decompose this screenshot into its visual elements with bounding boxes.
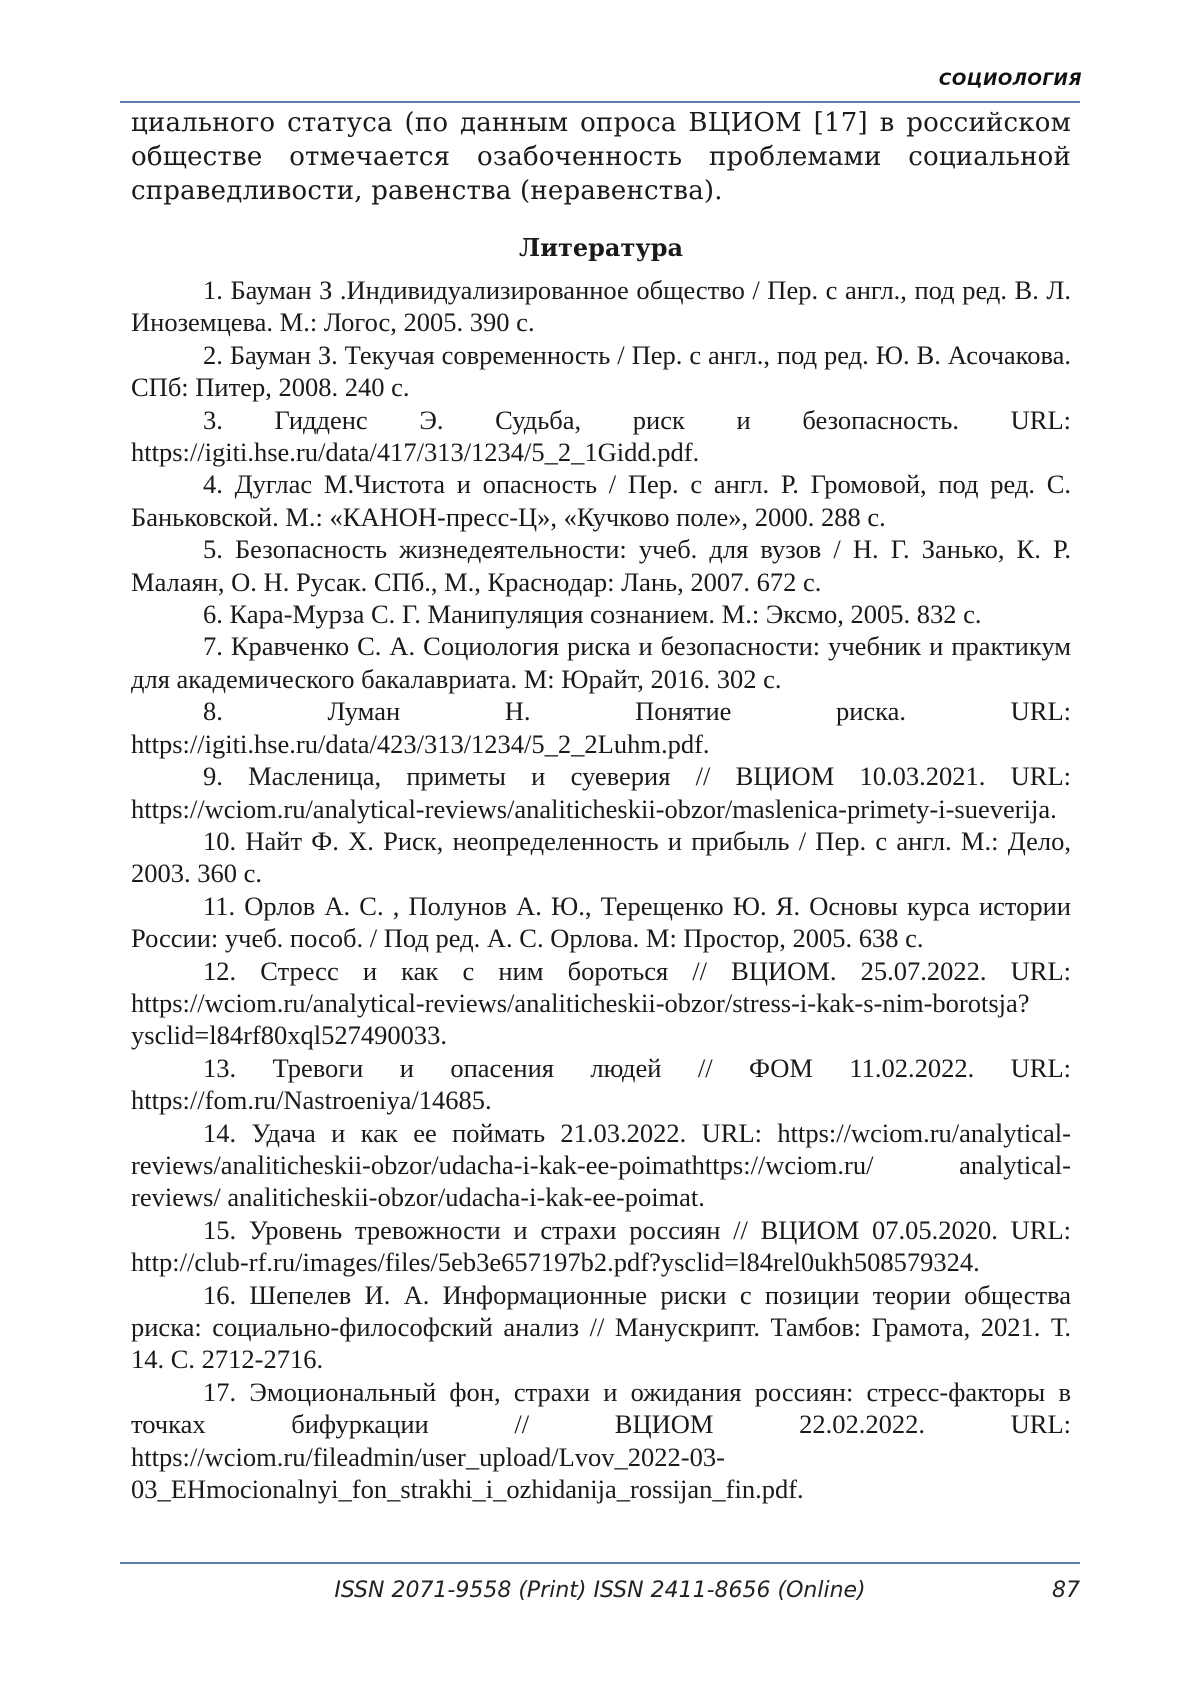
reference-item: 6. Кара-Мурза С. Г. Манипуляция сознанием. М.: Эксмо, 2005. 832 с. [203, 599, 982, 630]
reference-item: 9. Масленица, приметы и суеверия // ВЦИОМ 10.03.2021. URL: https://wciom.ru/analytical-reviews/analiticheskii-obzor/maslenica-primety-i-sueverija. [131, 761, 1071, 824]
reference-item: 13. Тревоги и опасения людей // ФОМ 11.02.2022. URL: https://fom.ru/Nastroeniya/14685. [131, 1052, 1071, 1116]
reference-item: 14. Удача и как ее поймать 21.03.2022. URL: https://wciom.ru/analytical-reviews/analiticheskii-obzor/udacha-i-kak-ee-poimathttps://wciom.ru/ analytical-reviews/ analiticheskii-obzor/udacha-i-kak-ee-poimat. [131, 1117, 1071, 1213]
page-number: 87 [1052, 1578, 1080, 1603]
footer-issn: ISSN 2071-9558 (Print) ISSN 2411-8656 (Online) [334, 1578, 866, 1603]
reference-list [131, 274, 1071, 1505]
reference-item: 17. Эмоциональный фон, страхи и ожидания россиян: стресс-факторы в точках бифуркации // ВЦИОМ 22.02.2022. URL: https://wciom.ru/fileadmin/user_upload/Lvov_2022-03-03_EHmocionalnyi_fon_strakhi_i_ozhidanija_rossijan_fin.pdf. [131, 1376, 1071, 1505]
header-divider [120, 101, 1080, 103]
footer-divider [120, 1562, 1080, 1564]
intro-paragraph: циального статуса (по данным опроса ВЦИОМ [17] в российском обществе отмечается озабоченность проблемами социальной справедливости, равенства (неравенства). [131, 108, 1071, 206]
reference-item: 3. Гидденс Э. Судьба, риск и безопасность. URL: https://igiti.hse.ru/data/417/313/1234/5_2_1Gidd.pdf. [131, 404, 1071, 468]
reference-item: 5. Безопасность жизнедеятельности: учеб. для вузов / Н. Г. Занько, К. Р. Малаян, О. Н. Русак. СПб., М., Краснодар: Лань, 2007. 672 с. [131, 534, 1071, 597]
reference-item: 1. Бауман З .Индивидуализированное общество / Пер. с англ., под ред. В. Л. Иноземцева. М.: Логос, 2005. 390 с. [131, 275, 1071, 338]
reference-item: 16. Шепелев И. А. Информационные риски с позиции теории общества риска: социально-философский анализ // Манускрипт. Тамбов: Грамота, 2021. Т. 14. С. 2712-2716. [131, 1279, 1071, 1375]
reference-item: 12. Стресс и как с ним бороться // ВЦИОМ. 25.07.2022. URL: https://wciom.ru/analytical-reviews/analiticheskii-obzor/stress-i-kak-s-nim-borotsja?ysclid=l84rf80xql527490033. [131, 955, 1071, 1051]
running-header-section: СОЦИОЛОГИЯ [938, 70, 1082, 90]
literature-heading: Литература [518, 233, 684, 262]
reference-item: 8. Луман Н. Понятие риска. URL: https://igiti.hse.ru/data/423/313/1234/5_2_2Luhm.pdf. [131, 696, 1071, 759]
reference-item: 15. Уровень тревожности и страхи россиян // ВЦИОМ 07.05.2020. URL: http://club-rf.ru/images/files/5eb3e657197b2.pdf?ysclid=l84rel0ukh508579324. [131, 1214, 1071, 1278]
page-body [131, 106, 1071, 1505]
reference-item: 4. Дуглас М.Чистота и опасность / Пер. с англ. Р. Громовой, под ред. С. Баньковской. М.: «КАНОН-пресс-Ц», «Кучково поле», 2000. 288 с. [131, 469, 1071, 532]
reference-item: 11. Орлов А. С. , Полунов А. Ю., Терещенко Ю. Я. Основы курса истории России: учеб. пособ. / Под ред. А. С. Орлова. М: Простор, 2005. 638 с. [131, 890, 1071, 954]
reference-item: 2. Бауман З. Текучая современность / Пер. с англ., под ред. Ю. В. Асочакова. СПб: Питер, 2008. 240 с. [131, 339, 1071, 403]
reference-item: 7. Кравченко С. А. Социология риска и безопасности: учебник и практикум для академического бакалавриата. М: Юрайт, 2016. 302 с. [131, 631, 1071, 694]
reference-item: 10. Найт Ф. Х. Риск, неопределенность и прибыль / Пер. с англ. М.: Дело, 2003. 360 с. [131, 825, 1071, 889]
